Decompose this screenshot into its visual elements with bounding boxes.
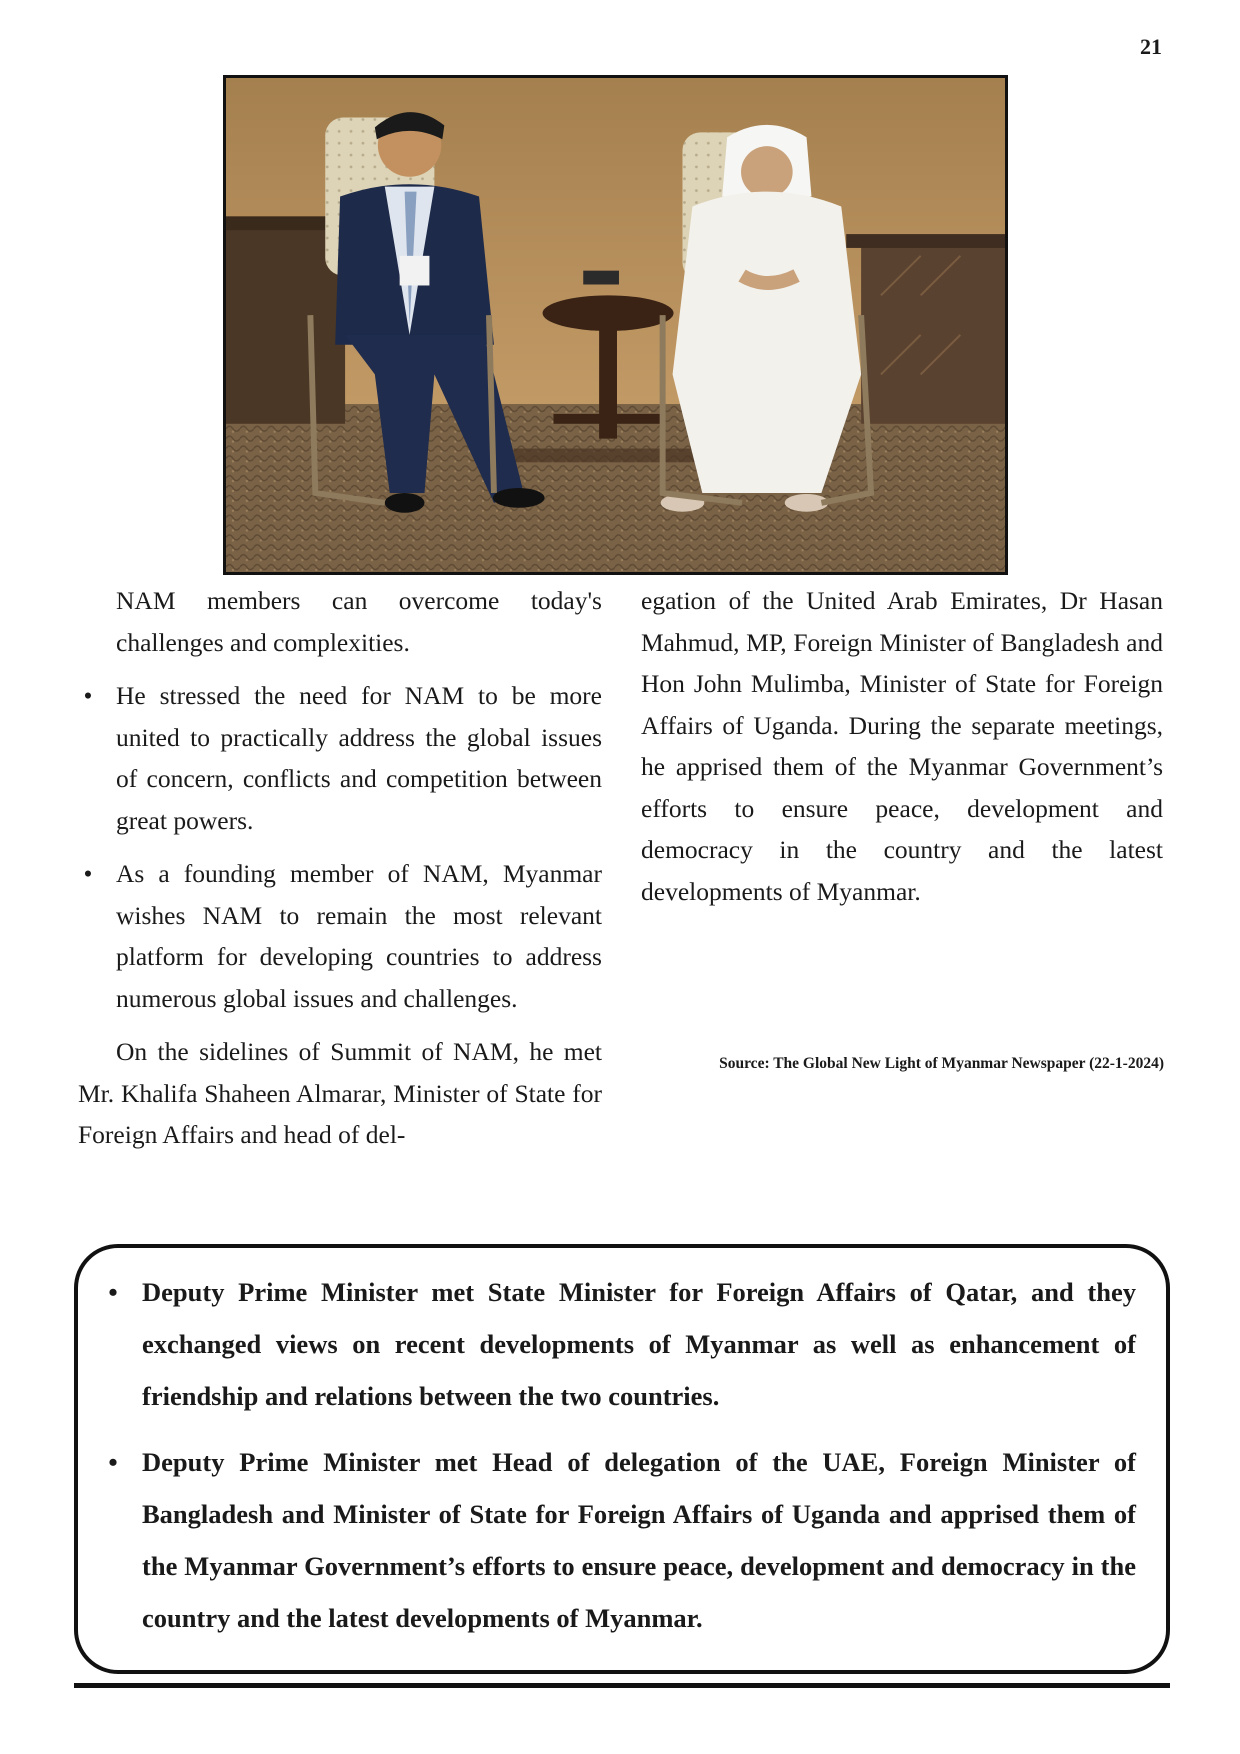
bullet-dot-icon: •: [108, 1447, 118, 1477]
meeting-photo: [223, 75, 1008, 575]
right-column: [641, 580, 1163, 912]
summary-bullet: [102, 1266, 1136, 1422]
summary-bullet: [102, 1436, 1136, 1644]
meeting-photo-illustration: [226, 78, 1005, 572]
summary-text: Deputy Prime Minister met Head of delegation of the UAE, Foreign Minister of Bangladesh and Minister of State for Foreign Affairs of Uganda and apprised them of the Myanmar Government’s efforts to ensure peace, development and democracy in the country and the latest developments of Myanmar.: [142, 1447, 1136, 1633]
bullet-item: [78, 675, 602, 841]
bullet-text: He stressed the need for NAM to be more united to practically address the global issues of concern, conflicts and competition between great powers.: [116, 681, 602, 835]
bullet-item: [78, 853, 602, 1019]
bullet-dot-icon: •: [108, 1277, 118, 1307]
bullet-text: As a founding member of NAM, Myanmar wishes NAM to remain the most relevant platform for developing countries to address numerous global issues and challenges.: [116, 859, 602, 1013]
source-citation: Source: The Global New Light of Myanmar Newspaper (22-1-2024): [719, 1055, 1164, 1072]
summary-box: [74, 1244, 1170, 1674]
page-number: 21: [1140, 34, 1162, 59]
bottom-divider: [74, 1683, 1170, 1688]
body-paragraph: On the sidelines of Summit of NAM, he met Mr. Khalifa Shaheen Almarar, Minister of State for Foreign Affairs and head of del-: [78, 1037, 602, 1149]
body-paragraph: egation of the United Arab Emirates, Dr Hasan Mahmud, MP, Foreign Minister of Bangladesh and Hon John Mulimba, Minister of State for Foreign Affairs of Uganda. During the separate meetings, he apprised them of the Myanmar Government’s efforts to ensure peace, development and democracy in the country and the latest developments of Myanmar.: [641, 586, 1163, 906]
continued-text: NAM members can overcome today's challenges and complexities.: [116, 586, 602, 657]
bullet-dot-icon: •: [83, 859, 93, 888]
left-column: [78, 580, 602, 1156]
bullet-dot-icon: •: [83, 681, 93, 710]
summary-text: Deputy Prime Minister met State Minister for Foreign Affairs of Qatar, and they exchanged views on recent developments of Myanmar as well as enhancement of friendship and relations between the two countries.: [142, 1277, 1136, 1411]
